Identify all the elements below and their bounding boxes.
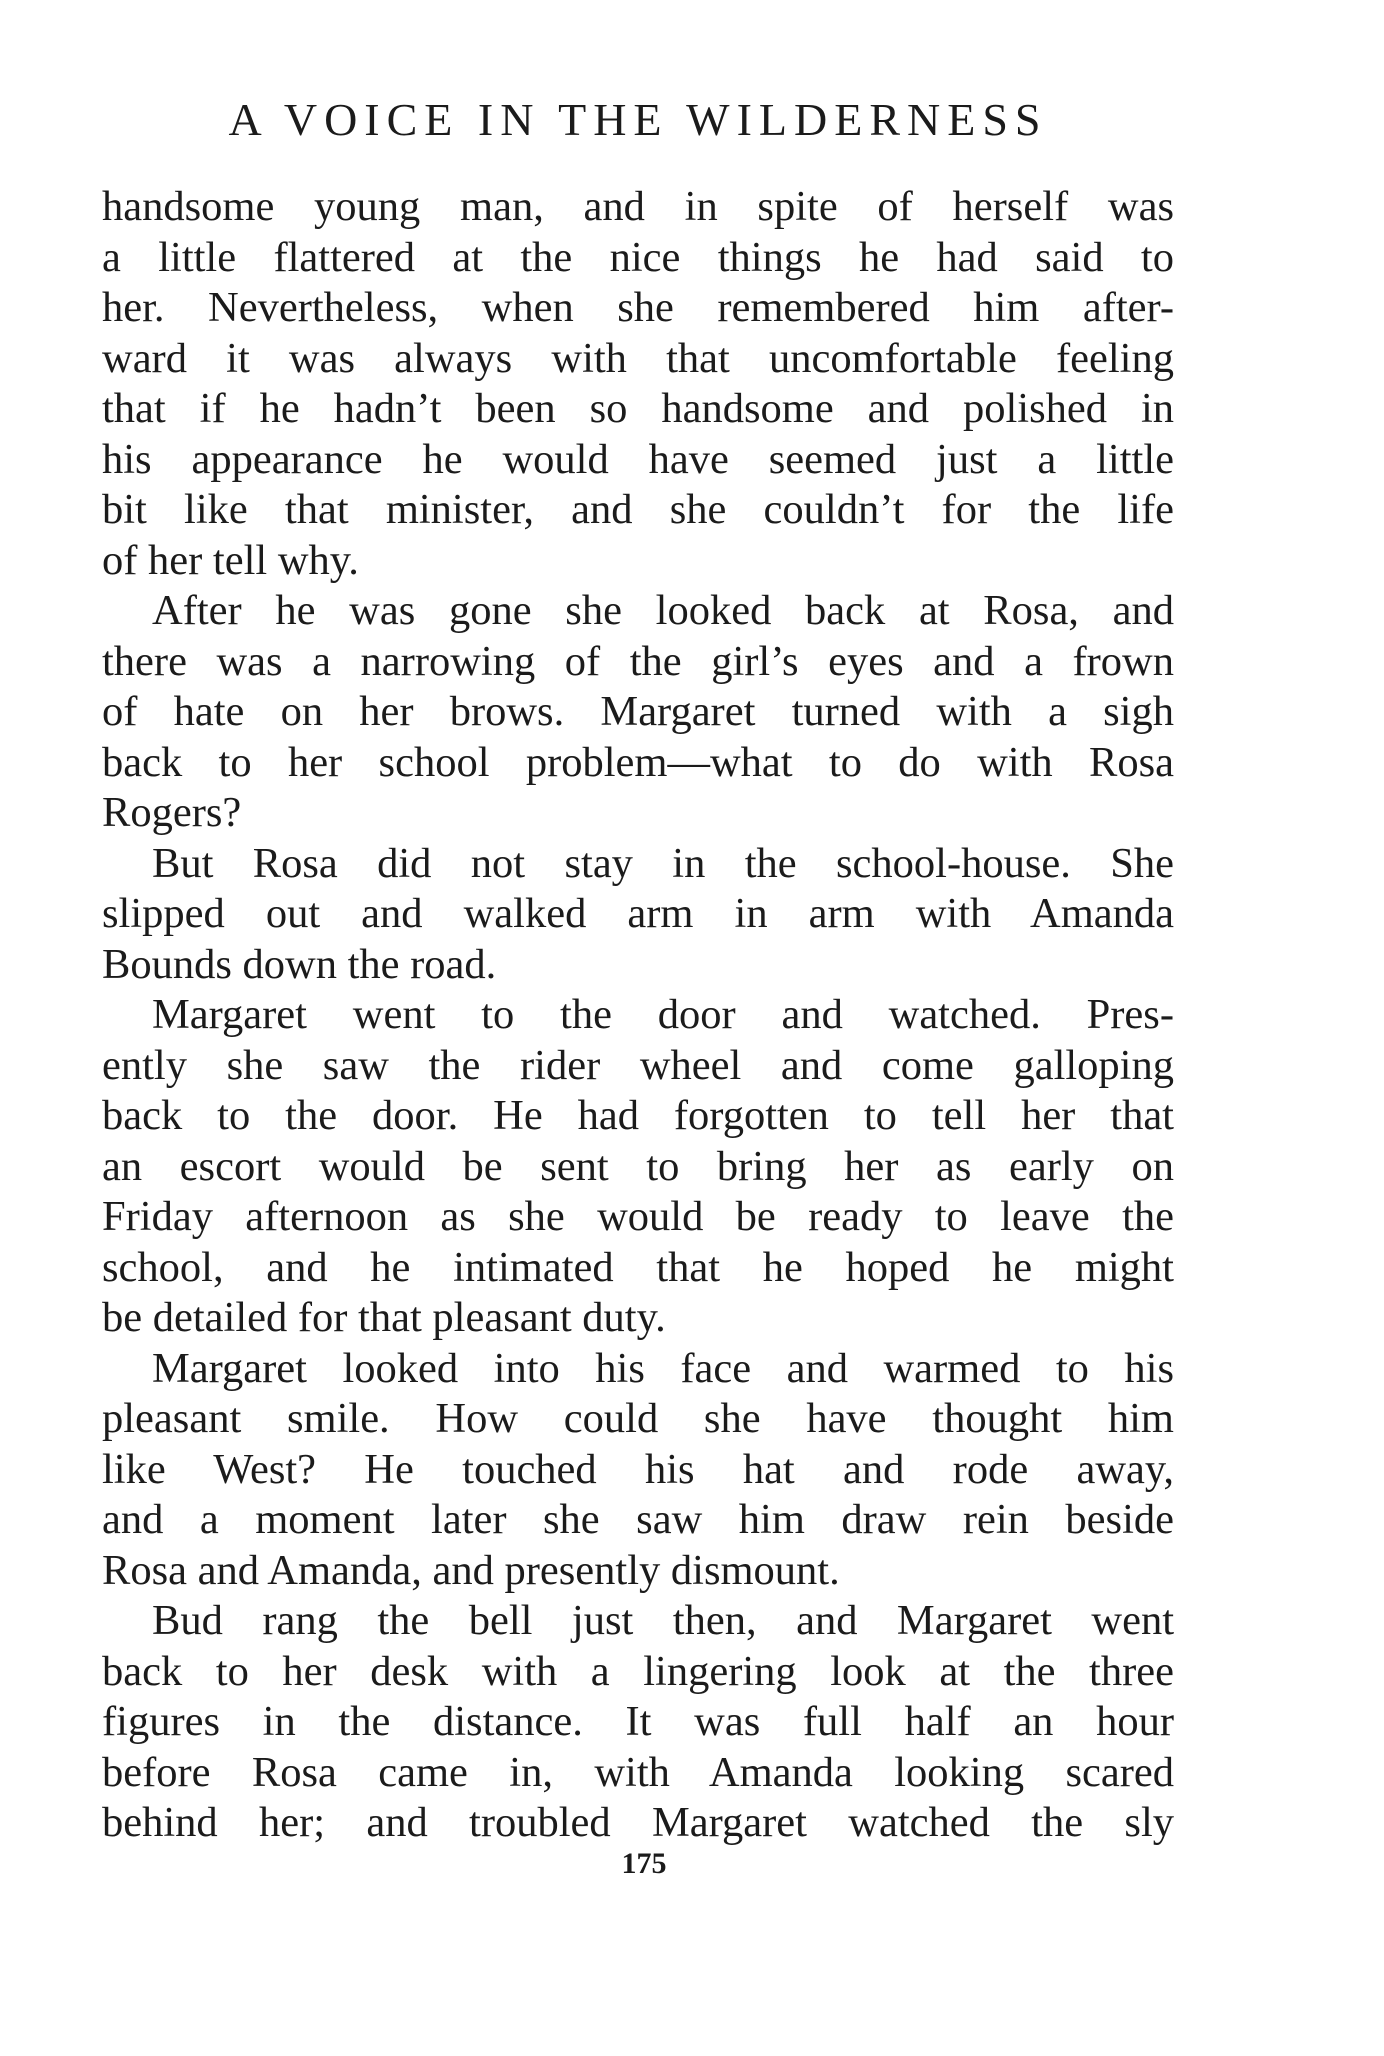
text-line: Rosa and Amanda, and presently dismount. (102, 1546, 840, 1594)
text-line: Rogers? (102, 789, 242, 836)
text-line: bit like that minister, and she couldn’t for the life (102, 486, 1174, 533)
page-number: 175 (621, 1847, 667, 1880)
text-line: his appearance he would have seemed just a little (102, 435, 1174, 483)
text-line: Friday afternoon as she would be ready to leave the (102, 1193, 1174, 1240)
text-line: back to her desk with a lingering look at the three (102, 1647, 1174, 1695)
text-line: of hate on her brows. Margaret turned with a sigh (102, 688, 1174, 735)
text-line: school, and he intimated that he hoped he might (102, 1243, 1174, 1291)
text-line: ently she saw the rider wheel and come galloping (102, 1041, 1174, 1089)
text-line: a little flattered at the nice things he had said to (102, 233, 1174, 281)
text-line: Margaret went to the door and watched. Pres- (152, 991, 1174, 1038)
text-line: Margaret looked into his face and warmed to his (152, 1344, 1174, 1392)
text-line: of her tell why. (102, 536, 359, 584)
text-line: an escort would be sent to bring her as early on (102, 1142, 1174, 1190)
text-line: handsome young man, and in spite of herself was (102, 183, 1174, 230)
text-line: ward it was always with that uncomfortable feeling (102, 334, 1174, 382)
text-line: back to the door. He had forgotten to tell her that (102, 1092, 1174, 1139)
body-text (102, 182, 1174, 1849)
text-line: But Rosa did not stay in the school-house. She (152, 839, 1174, 887)
text-line: be detailed for that pleasant duty. (102, 1294, 666, 1341)
running-head: A VOICE IN THE WILDERNESS (228, 94, 1048, 145)
text-line: Bounds down the road. (102, 940, 497, 988)
text-line: pleasant smile. How could she have thought him (102, 1395, 1174, 1442)
text-line: behind her; and troubled Margaret watched the sly (102, 1799, 1174, 1846)
text-line: After he was gone she looked back at Rosa, and (152, 587, 1174, 634)
text-line: back to her school problem—what to do with Rosa (102, 738, 1174, 786)
text-line: slipped out and walked arm in arm with Amanda (102, 890, 1174, 937)
text-line: Bud rang the bell just then, and Margaret went (152, 1597, 1174, 1644)
text-line: and a moment later she saw him draw rein beside (102, 1496, 1174, 1543)
text-line: like West? He touched his hat and rode away, (102, 1445, 1174, 1493)
text-line: before Rosa came in, with Amanda looking scared (102, 1748, 1174, 1796)
text-line: her. Nevertheless, when she remembered him after- (102, 284, 1174, 331)
text-line: there was a narrowing of the girl’s eyes and a frown (102, 637, 1174, 685)
text-line: that if he hadn’t been so handsome and polished in (102, 385, 1174, 432)
text-line: figures in the distance. It was full half an hour (102, 1698, 1174, 1745)
